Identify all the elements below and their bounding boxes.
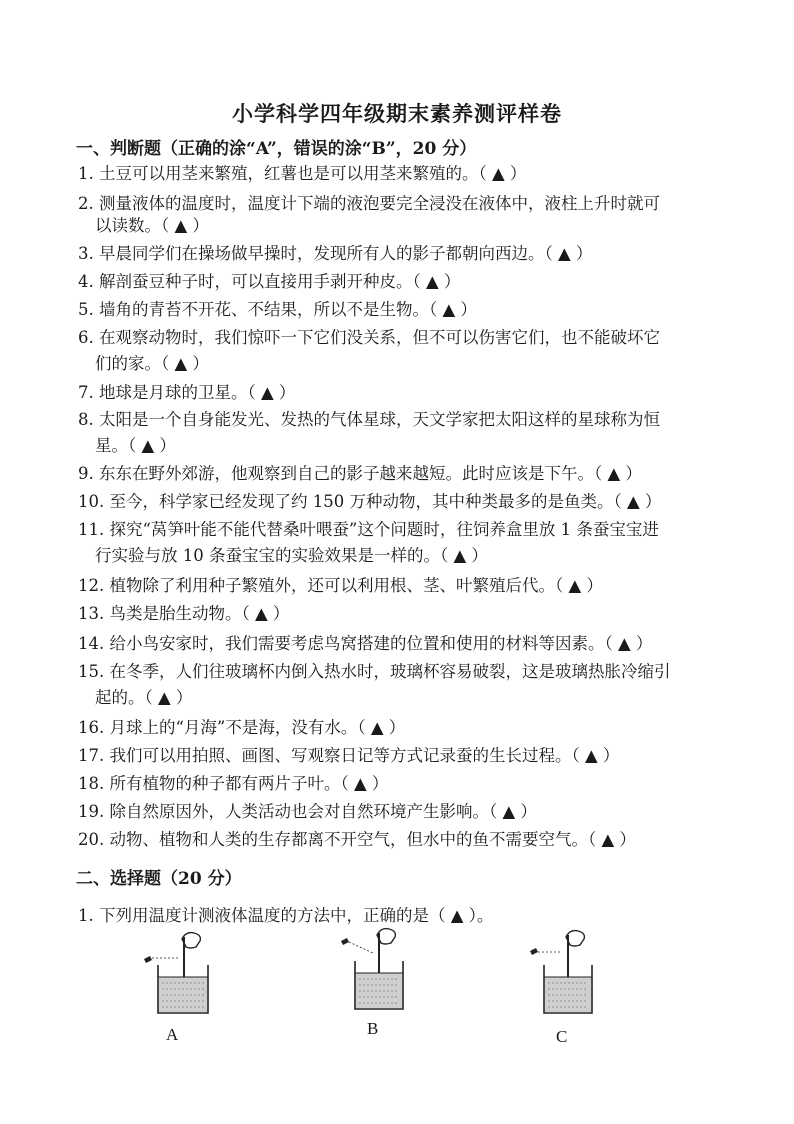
option-label-c: C xyxy=(556,1027,568,1046)
list-item: 星。（ ▲ ） xyxy=(95,436,176,455)
choice-question-1: 1. 下列用温度计测液体温度的方法中，正确的是（ ▲ ）。 xyxy=(78,906,494,925)
list-item: 2. 测量液体的温度时，温度计下端的液泡要完全浸没在液体中，液柱上升时就可 xyxy=(78,194,660,213)
list-item: 起的。（ ▲ ） xyxy=(95,688,193,707)
list-item: 7. 地球是月球的卫星。（ ▲ ） xyxy=(78,383,296,402)
list-item: 13. 鸟类是胎生动物。（ ▲ ） xyxy=(78,604,290,623)
list-item: 9. 东东在野外郊游，他观察到自己的影子越来越短。此时应该是下午。（ ▲ ） xyxy=(78,464,642,483)
list-item: 们的家。（ ▲ ） xyxy=(95,354,209,373)
list-item: 8. 太阳是一个自身能发光、发热的气体星球，天文学家把太阳这样的星球称为恒 xyxy=(78,410,660,429)
list-item: 5. 墙角的青苔不开花、不结果，所以不是生物。（ ▲ ） xyxy=(78,300,477,319)
option-label-a: A xyxy=(166,1025,179,1044)
section-heading-true-false: 一、判断题（正确的涂“A”，错误的涂“B”，20 分） xyxy=(76,139,477,159)
thermometer-figure-c xyxy=(522,925,612,1045)
option-label-b: B xyxy=(367,1019,379,1038)
list-item: 10. 至今，科学家已经发现了约 150 万种动物，其中种类最多的是鱼类。（ ▲ ） xyxy=(78,492,662,511)
list-item: 17. 我们可以用拍照、画图、写观察日记等方式记录蚕的生长过程。（ ▲ ） xyxy=(78,746,620,765)
section-heading-choice: 二、选择题（20 分） xyxy=(76,869,242,889)
thermometer-a-icon xyxy=(138,925,228,1035)
thermometer-figure-a xyxy=(138,925,228,1045)
list-item: 16. 月球上的“月海”不是海，没有水。（ ▲ ） xyxy=(78,718,406,737)
list-item: 以读数。（ ▲ ） xyxy=(95,216,209,235)
list-item: 3. 早晨同学们在操场做早操时，发现所有人的影子都朝向西边。（ ▲ ） xyxy=(78,244,593,263)
list-item: 19. 除自然原因外，人类活动也会对自然环境产生影响。（ ▲ ） xyxy=(78,802,537,821)
list-item: 4. 解剖蚕豆种子时，可以直接用手剥开种皮。（ ▲ ） xyxy=(78,272,461,291)
thermometer-figure-b xyxy=(333,925,423,1045)
list-item: 11. 探究“莴笋叶能不能代替桑叶喂蚕”这个问题时，往饲养盒里放 1 条蚕宝宝进 xyxy=(78,520,659,539)
thermometer-c-icon xyxy=(522,925,612,1035)
list-item: 6. 在观察动物时，我们惊吓一下它们没关系，但不可以伤害它们，也不能破坏它 xyxy=(78,328,660,347)
list-item: 行实验与放 10 条蚕宝宝的实验效果是一样的。（ ▲ ） xyxy=(95,546,488,565)
list-item: 15. 在冬季，人们往玻璃杯内倒入热水时，玻璃杯容易破裂，这是玻璃热胀冷缩引 xyxy=(78,662,671,681)
list-item: 18. 所有植物的种子都有两片子叶。（ ▲ ） xyxy=(78,774,389,793)
page-title: 小学科学四年级期末素养测评样卷 xyxy=(232,101,562,126)
list-item: 12. 植物除了利用种子繁殖外，还可以利用根、茎、叶繁殖后代。（ ▲ ） xyxy=(78,576,603,595)
list-item: 1. 土豆可以用茎来繁殖，红薯也是可以用茎来繁殖的。（ ▲ ） xyxy=(78,164,527,183)
list-item: 14. 给小鸟安家时，我们需要考虑鸟窝搭建的位置和使用的材料等因素。（ ▲ ） xyxy=(78,634,653,653)
list-item: 20. 动物、植物和人类的生存都离不开空气，但水中的鱼不需要空气。（ ▲ ） xyxy=(78,830,636,849)
